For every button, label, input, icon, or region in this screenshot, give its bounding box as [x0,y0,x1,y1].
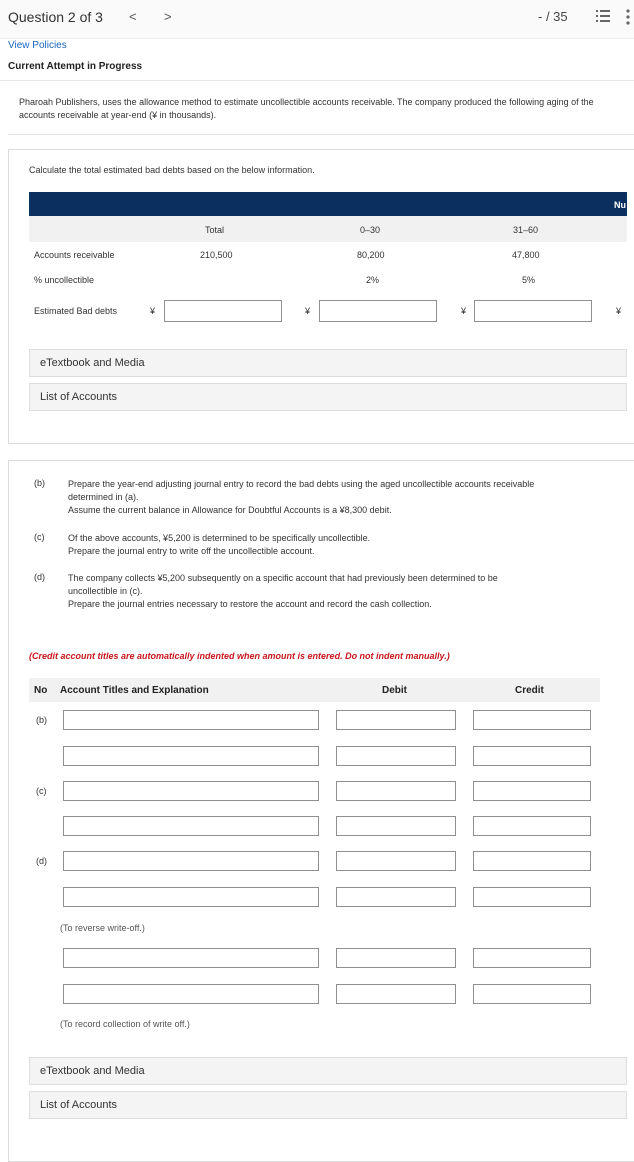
aging-table-header [29,192,627,216]
debit-input[interactable] [336,746,456,766]
debit-input[interactable] [336,781,456,801]
account-title-input[interactable] [63,746,319,766]
attempt-status: Current Attempt in Progress [8,61,143,72]
currency-symbol: ¥ [305,306,311,316]
journal-header-titles: Account Titles and Explanation [60,685,209,696]
credit-input[interactable] [473,984,591,1004]
account-title-input[interactable] [63,984,319,1004]
reverse-write-off-note: (To reverse write-off.) [60,923,145,933]
pct-0-30-value: 2% [366,275,380,285]
divider [8,134,634,135]
account-title-input[interactable] [63,710,319,730]
ar-31-60-value: 47,800 [512,250,540,260]
view-policies-link[interactable]: View Policies [8,40,67,51]
column-header-total: Total [205,225,225,235]
pct-31-60-value: 5% [522,275,536,285]
debit-input[interactable] [336,710,456,730]
debit-input[interactable] [336,816,456,836]
account-title-input[interactable] [63,887,319,907]
row-label-estimated-bad-debts: Estimated Bad debts [34,306,118,316]
row-label-percent-uncollectible: % uncollectible [34,275,95,285]
journal-tag-b: (b) [36,715,47,725]
credit-indent-note: (Credit account titles are automatically indented when amount is entered. Do not indent manually.) [29,651,450,661]
estimated-bad-debts-31-60-input[interactable] [474,300,592,322]
journal-header-no: No [34,685,48,696]
currency-symbol: ¥ [616,306,622,316]
account-title-input[interactable] [63,948,319,968]
currency-symbol: ¥ [461,306,467,316]
account-title-input[interactable] [63,816,319,836]
credit-input[interactable] [473,746,591,766]
etextbook-media-label: eTextbook and Media [40,357,145,369]
debit-input[interactable] [336,887,456,907]
credit-input[interactable] [473,781,591,801]
list-icon[interactable] [596,9,610,28]
debit-input[interactable] [336,948,456,968]
list-of-accounts-toggle-2[interactable] [29,1091,627,1119]
part-c-text: Of the above accounts, ¥5,200 is determined to be specifically uncollectible. Prepare the journal entry to write off the uncollectible account. [68,533,371,556]
column-header-cut: Nu [614,200,626,210]
list-of-accounts-label: List of Accounts [40,391,118,403]
part-b-text: Prepare the year-end adjusting journal entry to record the bad debts using the aged uncollectible accounts receivable determined in (a). Assume the current balance in Allowance for Doubtful Accounts is a ¥8,300 debit. [68,479,535,515]
list-of-accounts-toggle[interactable] [29,383,627,411]
credit-input[interactable] [473,816,591,836]
part-b-tag: (b) [34,478,45,488]
row-label-accounts-receivable: Accounts receivable [34,250,115,260]
list-of-accounts-label: List of Accounts [40,1099,118,1111]
ar-total-value: 210,500 [200,250,233,260]
journal-header-debit: Debit [382,685,407,696]
debit-input[interactable] [336,851,456,871]
record-collection-note: (To record collection of write off.) [60,1019,190,1029]
more-vertical-icon[interactable] [625,9,631,30]
account-title-input[interactable] [63,851,319,871]
previous-question-button[interactable]: < [129,9,137,24]
etextbook-media-label: eTextbook and Media [40,1065,145,1077]
credit-input[interactable] [473,887,591,907]
etextbook-media-toggle[interactable] [29,349,627,377]
credit-input[interactable] [473,948,591,968]
estimated-bad-debts-total-input[interactable] [164,300,282,322]
currency-symbol: ¥ [150,306,156,316]
part-c-tag: (c) [34,532,45,542]
credit-input[interactable] [473,710,591,730]
estimated-bad-debts-0-30-input[interactable] [319,300,437,322]
divider [0,80,634,81]
credit-input[interactable] [473,851,591,871]
ar-0-30-value: 80,200 [357,250,385,260]
question-counter: Question 2 of 3 [8,9,103,25]
next-question-button[interactable]: > [164,9,172,24]
part-a-instruction: Calculate the total estimated bad debts based on the below information. [29,165,315,175]
part-d-text: The company collects ¥5,200 subsequently on a specific account that had previously been determined to be uncollectible in (c). Prepare the journal entries necessary to restore the account and record the cash collection. [68,573,498,609]
column-header-0-30: 0–30 [360,225,381,235]
debit-input[interactable] [336,984,456,1004]
journal-header-credit: Credit [515,685,544,696]
score-display: - / 35 [538,9,568,24]
journal-tag-c: (c) [36,786,47,796]
part-d-tag: (d) [34,572,45,582]
column-header-31-60: 31–60 [513,225,539,235]
account-title-input[interactable] [63,781,319,801]
journal-tag-d: (d) [36,856,47,866]
problem-statement: Pharoah Publishers, uses the allowance method to estimate uncollectible accounts receivable. The company produced the following aging of the accounts receivable at year-end (¥ in thousands). [19,97,594,120]
etextbook-media-toggle-2[interactable] [29,1057,627,1085]
